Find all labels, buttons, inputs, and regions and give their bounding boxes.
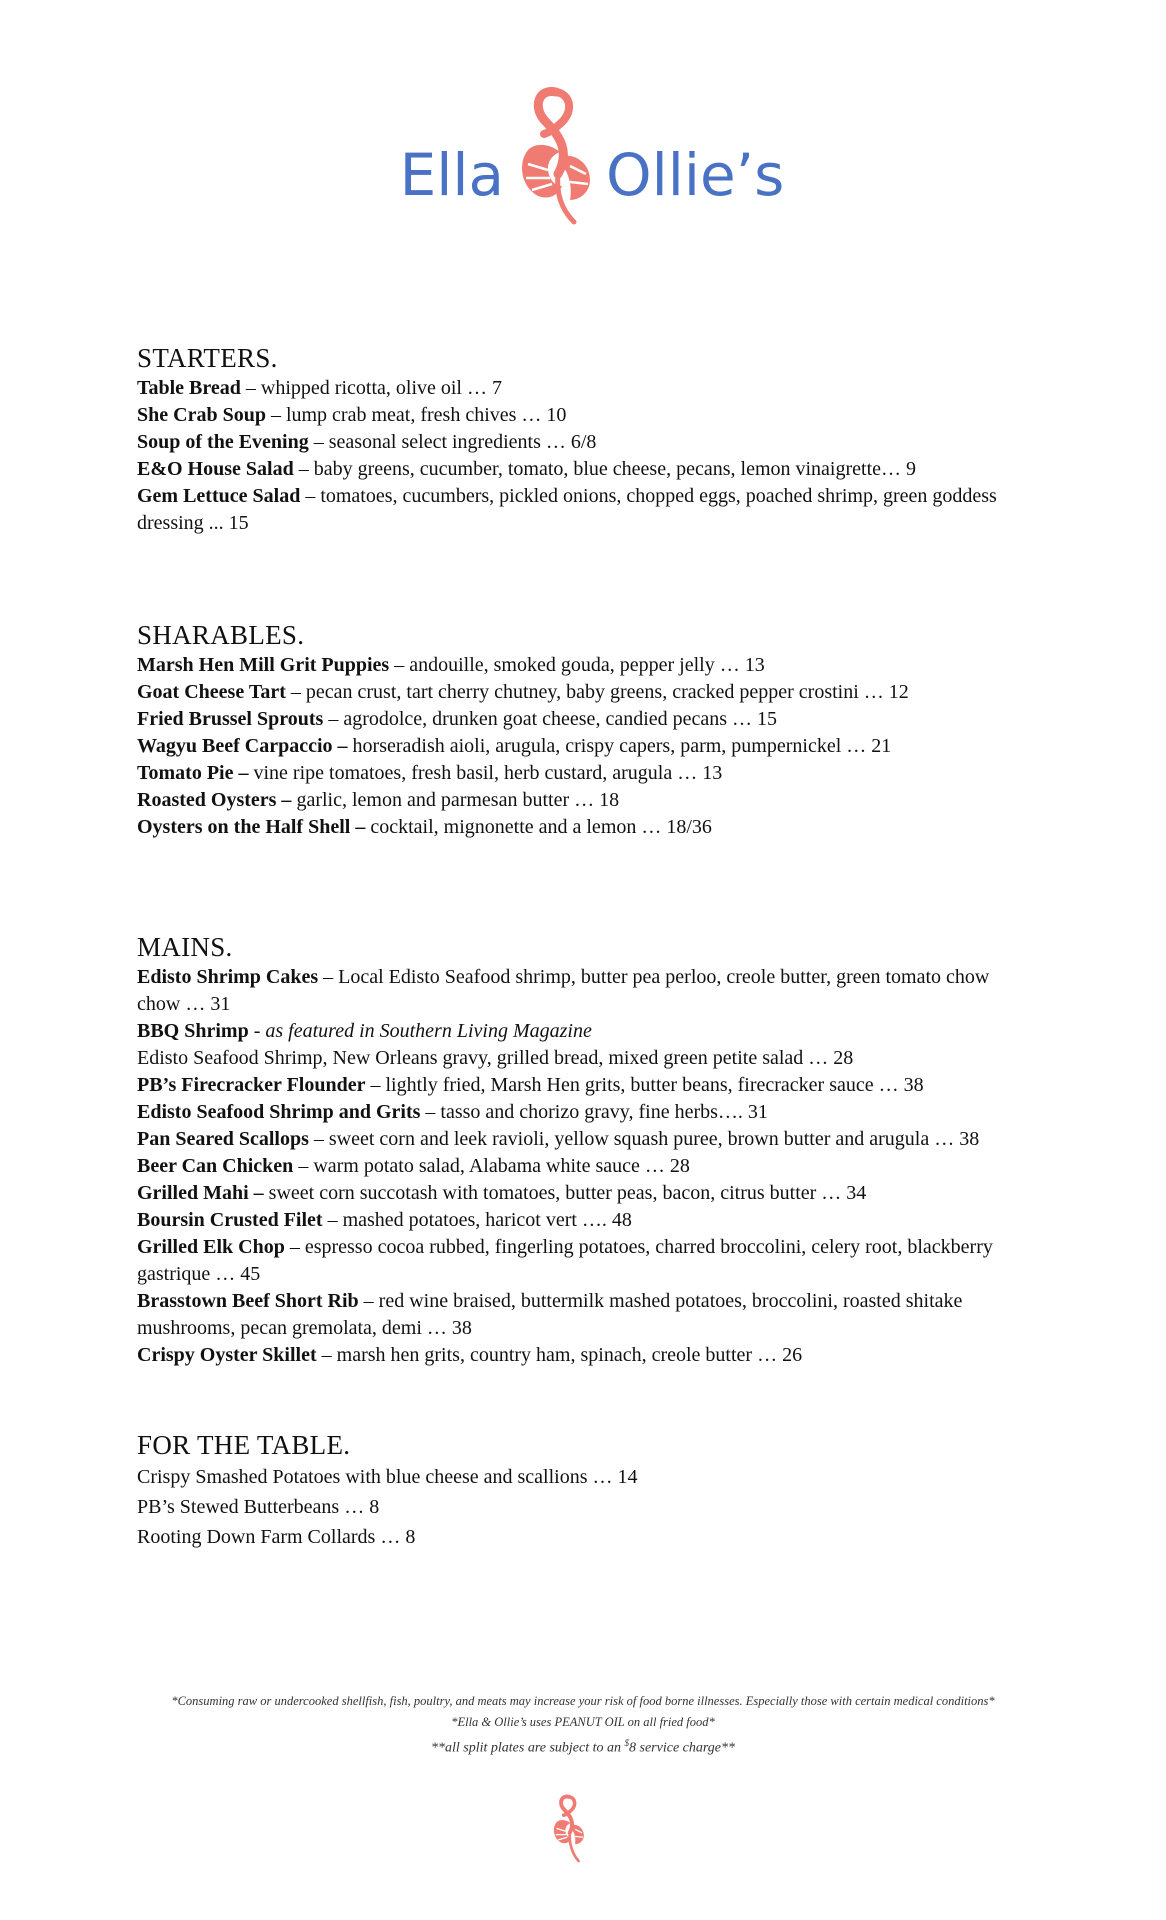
menu-item: BBQ Shrimp - as featured in Southern Living Magazine [137,1020,592,1042]
ampersand-shrimp-icon [546,1790,590,1866]
menu-item: Fried Brussel Sprouts – agrodolce, drunken goat cheese, candied pecans … 15 [137,708,778,730]
for-the-table-section [137,1430,1037,1552]
menu-item: Goat Cheese Tart – pecan crust, tart cherry chutney, baby greens, cracked pepper crostini … 12 [137,681,909,703]
starters-title: STARTERS. [137,343,278,373]
menu-item: Gem Lettuce Salad – tomatoes, cucumbers, pickled onions, chopped eggs, poached shrimp, green goddess dressing ... 15 [137,485,997,534]
menu-item: PB’s Firecracker Flounder – lightly fried, Marsh Hen grits, butter beans, firecracker sauce … 38 [137,1074,924,1096]
menu-item: Edisto Seafood Shrimp and Grits – tasso and chorizo gravy, fine herbs…. 31 [137,1101,768,1123]
header [0,78,1166,238]
menu-item: Wagyu Beef Carpaccio – horseradish aioli, arugula, crispy capers, parm, pumpernickel … 21 [137,735,892,757]
menu-item: Roasted Oysters – garlic, lemon and parmesan butter … 18 [137,789,620,811]
split-plate-notice: **all split plates are subject to an $8 service charge** [430,1738,736,1756]
food-safety-disclaimer: *Consuming raw or undercooked shellfish, fish, poultry, and meats may increase your risk of food borne illnesses. Especially those with certain medical conditions* [171,1694,995,1708]
sharables-title: SHARABLES. [137,620,305,650]
menu-item: Marsh Hen Mill Grit Puppies – andouille, smoked gouda, pepper jelly … 13 [137,654,765,676]
menu-item: Rooting Down Farm Collards … 8 [137,1526,416,1548]
menu-item: Crispy Smashed Potatoes with blue cheese and scallions … 14 [137,1466,638,1488]
for-the-table-title: FOR THE TABLE. [137,1430,351,1460]
menu-item: E&O House Salad – baby greens, cucumber, tomato, blue cheese, pecans, lemon vinaigrette… 9 [137,458,917,480]
menu-item: Soup of the Evening – seasonal select ingredients … 6/8 [137,431,597,453]
ampersand-shrimp-icon [504,78,604,228]
brand-name-right: Ollie’s [606,141,785,209]
menu-item: Oysters on the Half Shell – cocktail, mignonette and a lemon … 18/36 [137,816,712,838]
menu-item: PB’s Stewed Butterbeans … 8 [137,1496,380,1518]
mains-title: MAINS. [137,932,233,962]
mains-section [137,932,1037,1369]
menu-item: Tomato Pie – vine ripe tomatoes, fresh basil, herb custard, arugula … 13 [137,762,723,784]
starters-section [137,343,1037,537]
peanut-oil-notice: *Ella & Ollie’s uses PEANUT OIL on all fried food* [451,1715,715,1729]
menu-item: Beer Can Chicken – warm potato salad, Alabama white sauce … 28 [137,1155,690,1177]
menu-item: Brasstown Beef Short Rib – red wine braised, buttermilk mashed potatoes, broccolini, roasted shitake mushrooms, pecan gremolata, demi … 38 [137,1290,963,1339]
menu-item-description: Edisto Seafood Shrimp, New Orleans gravy, grilled bread, mixed green petite salad … 28 [137,1047,854,1069]
menu-item: Grilled Mahi – sweet corn succotash with tomatoes, butter peas, bacon, citrus butter … 34 [137,1182,867,1204]
footer-notes [0,1691,1166,1759]
menu-item: Boursin Crusted Filet – mashed potatoes, haricot vert …. 48 [137,1209,632,1231]
menu-item: Crispy Oyster Skillet – marsh hen grits, country ham, spinach, creole butter … 26 [137,1344,803,1366]
menu-item: Edisto Shrimp Cakes – Local Edisto Seafood shrimp, butter pea perloo, creole butter, green tomato chow chow … 31 [137,966,990,1015]
menu-item: She Crab Soup – lump crab meat, fresh chives … 10 [137,404,567,426]
sharables-section [137,620,1037,841]
menu-content [137,343,1037,1552]
brand-name-left: Ella [399,141,504,209]
menu-item: Grilled Elk Chop – espresso cocoa rubbed, fingerling potatoes, charred broccolini, celery root, blackberry gastrique … 45 [137,1236,993,1285]
menu-item: Table Bread – whipped ricotta, olive oil … 7 [137,377,502,399]
menu-item: Pan Seared Scallops – sweet corn and leek ravioli, yellow squash puree, brown butter and arugula … 38 [137,1128,980,1150]
